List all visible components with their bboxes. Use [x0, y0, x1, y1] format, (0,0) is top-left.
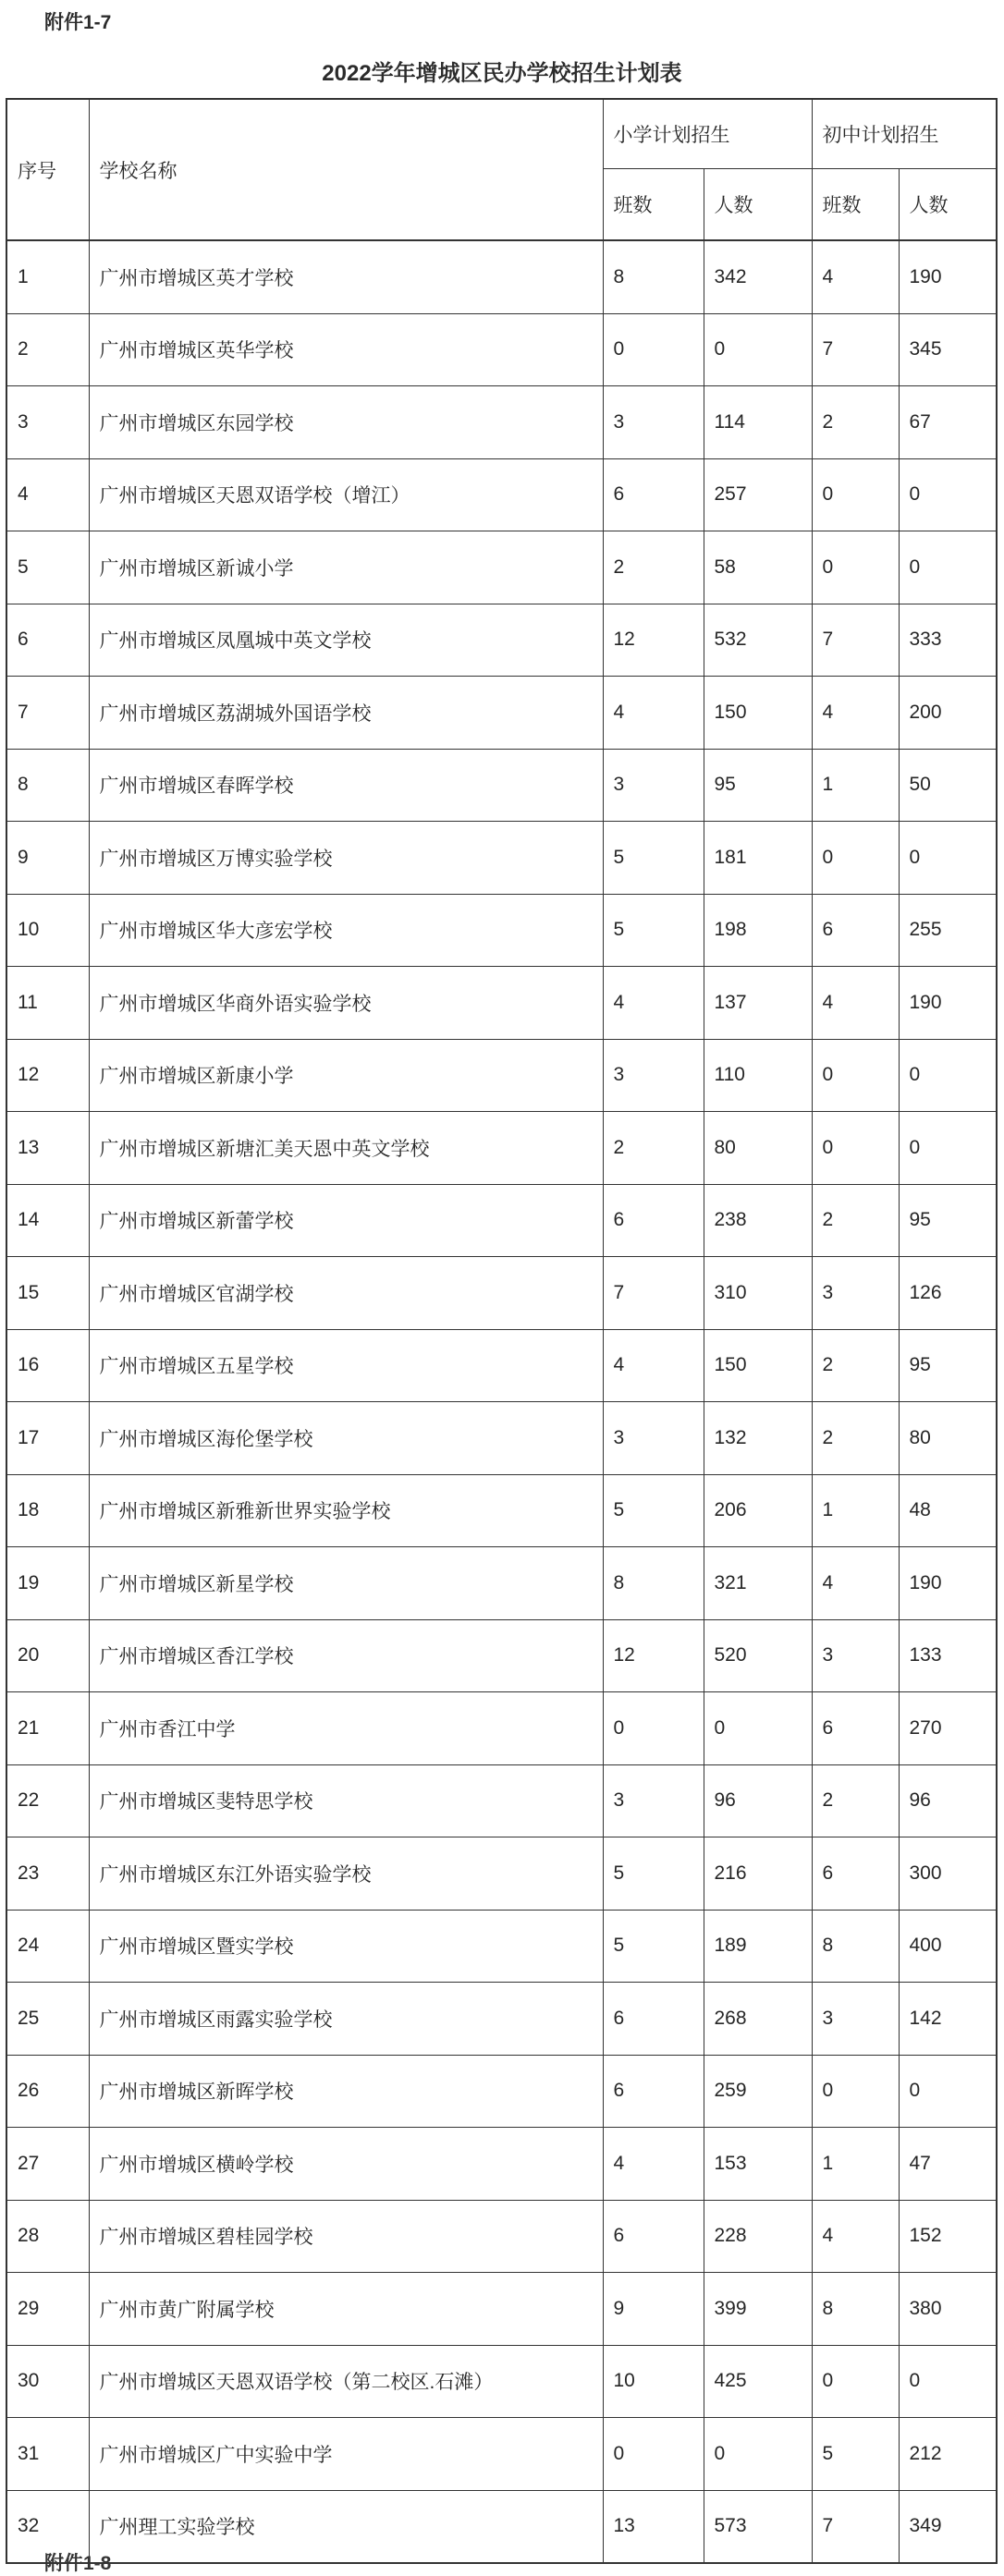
cell-junior-classes: 7: [812, 2490, 899, 2563]
cell-primary-students: 150: [704, 1329, 812, 1402]
table-row: [6, 1257, 997, 1330]
cell-primary-classes: 4: [603, 2128, 704, 2201]
cell-primary-students: 399: [704, 2273, 812, 2346]
header-junior-group: 初中计划招生: [812, 99, 997, 169]
cell-junior-students: 200: [899, 677, 997, 750]
table-row: [6, 240, 997, 313]
cell-primary-classes: 0: [603, 313, 704, 386]
cell-no: 30: [6, 2345, 89, 2418]
cell-school-name: 广州市增城区新塘汇美天恩中英文学校: [89, 1112, 603, 1185]
cell-junior-classes: 8: [812, 2273, 899, 2346]
cell-primary-classes: 3: [603, 1764, 704, 1837]
cell-primary-classes: 4: [603, 1329, 704, 1402]
table-row: [6, 386, 997, 459]
cell-junior-classes: 2: [812, 1402, 899, 1475]
cell-no: 8: [6, 749, 89, 822]
cell-school-name: 广州市增城区新雅新世界实验学校: [89, 1474, 603, 1547]
cell-school-name: 广州市增城区东园学校: [89, 386, 603, 459]
table-row: [6, 1039, 997, 1112]
table-row: [6, 2200, 997, 2273]
cell-school-name: 广州市黄广附属学校: [89, 2273, 603, 2346]
cell-no: 17: [6, 1402, 89, 1475]
cell-junior-students: 142: [899, 1983, 997, 2056]
cell-junior-students: 47: [899, 2128, 997, 2201]
cell-junior-students: 152: [899, 2200, 997, 2273]
cell-primary-classes: 6: [603, 1184, 704, 1257]
cell-no: 10: [6, 894, 89, 967]
cell-primary-students: 228: [704, 2200, 812, 2273]
cell-junior-students: 300: [899, 1837, 997, 1911]
table-row: [6, 1112, 997, 1185]
cell-school-name: 广州市增城区新诚小学: [89, 531, 603, 604]
cell-junior-classes: 4: [812, 2200, 899, 2273]
header-school-name: 学校名称: [89, 99, 603, 240]
cell-no: 29: [6, 2273, 89, 2346]
cell-primary-students: 150: [704, 677, 812, 750]
cell-primary-students: 0: [704, 1692, 812, 1765]
cell-school-name: 广州理工实验学校: [89, 2490, 603, 2563]
cell-school-name: 广州市增城区香江学校: [89, 1619, 603, 1692]
cell-school-name: 广州市增城区华大彦宏学校: [89, 894, 603, 967]
cell-primary-classes: 3: [603, 1402, 704, 1475]
table-row: [6, 677, 997, 750]
cell-primary-students: 532: [704, 604, 812, 677]
cell-junior-classes: 0: [812, 2345, 899, 2418]
cell-junior-students: 333: [899, 604, 997, 677]
header-junior-classes: 班数: [812, 169, 899, 241]
cell-primary-students: 425: [704, 2345, 812, 2418]
table-header: [6, 99, 997, 240]
cell-junior-classes: 1: [812, 1474, 899, 1547]
table-row: [6, 822, 997, 895]
cell-no: 20: [6, 1619, 89, 1692]
cell-primary-classes: 5: [603, 822, 704, 895]
table-row: [6, 2490, 997, 2563]
cell-junior-students: 50: [899, 749, 997, 822]
table-row: [6, 1837, 997, 1911]
table-row: [6, 1402, 997, 1475]
table-row: [6, 1329, 997, 1402]
cell-junior-students: 0: [899, 458, 997, 531]
cell-junior-students: 133: [899, 1619, 997, 1692]
page-title: 2022学年增城区民办学校招生计划表: [322, 61, 682, 86]
next-attachment-label-cutoff: 附件1-8: [44, 2553, 112, 2574]
cell-junior-classes: 7: [812, 313, 899, 386]
cell-no: 27: [6, 2128, 89, 2201]
cell-junior-students: 0: [899, 2055, 997, 2128]
cell-no: 25: [6, 1983, 89, 2056]
cell-school-name: 广州市增城区新晖学校: [89, 2055, 603, 2128]
cell-junior-students: 345: [899, 313, 997, 386]
cell-junior-classes: 4: [812, 1547, 899, 1620]
cell-primary-classes: 4: [603, 967, 704, 1040]
table-row: [6, 1910, 997, 1983]
cell-junior-classes: 2: [812, 1184, 899, 1257]
cell-primary-classes: 6: [603, 458, 704, 531]
cell-no: 5: [6, 531, 89, 604]
cell-primary-classes: 3: [603, 386, 704, 459]
cell-junior-classes: 1: [812, 749, 899, 822]
cell-primary-classes: 8: [603, 1547, 704, 1620]
cell-no: 3: [6, 386, 89, 459]
cell-primary-students: 137: [704, 967, 812, 1040]
cell-no: 21: [6, 1692, 89, 1765]
attachment-label: 附件1-7: [44, 12, 112, 33]
cell-primary-students: 153: [704, 2128, 812, 2201]
cell-primary-students: 96: [704, 1764, 812, 1837]
cell-junior-students: 0: [899, 1039, 997, 1112]
cell-school-name: 广州市增城区五星学校: [89, 1329, 603, 1402]
cell-junior-classes: 2: [812, 1764, 899, 1837]
cell-no: 13: [6, 1112, 89, 1185]
cell-primary-students: 342: [704, 240, 812, 313]
cell-school-name: 广州市增城区华商外语实验学校: [89, 967, 603, 1040]
cell-no: 16: [6, 1329, 89, 1402]
cell-junior-students: 190: [899, 240, 997, 313]
table-row: [6, 604, 997, 677]
cell-primary-classes: 10: [603, 2345, 704, 2418]
cell-primary-classes: 5: [603, 1837, 704, 1911]
cell-junior-classes: 0: [812, 822, 899, 895]
cell-no: 31: [6, 2418, 89, 2491]
header-primary-classes: 班数: [603, 169, 704, 241]
cell-primary-students: 216: [704, 1837, 812, 1911]
cell-primary-students: 80: [704, 1112, 812, 1185]
cell-school-name: 广州市增城区天恩双语学校（增江）: [89, 458, 603, 531]
cell-school-name: 广州市增城区海伦堡学校: [89, 1402, 603, 1475]
table-row: [6, 531, 997, 604]
cell-no: 7: [6, 677, 89, 750]
table-row: [6, 1692, 997, 1765]
cell-junior-classes: 4: [812, 240, 899, 313]
cell-junior-classes: 0: [812, 1039, 899, 1112]
cell-junior-students: 95: [899, 1329, 997, 1402]
header-no: 序号: [6, 99, 89, 240]
cell-junior-students: 212: [899, 2418, 997, 2491]
cell-primary-classes: 12: [603, 1619, 704, 1692]
cell-school-name: 广州市增城区新康小学: [89, 1039, 603, 1112]
cell-junior-students: 48: [899, 1474, 997, 1547]
cell-primary-students: 181: [704, 822, 812, 895]
cell-primary-classes: 2: [603, 531, 704, 604]
cell-school-name: 广州市增城区万博实验学校: [89, 822, 603, 895]
cell-primary-classes: 3: [603, 749, 704, 822]
cell-junior-classes: 2: [812, 386, 899, 459]
cell-primary-students: 268: [704, 1983, 812, 2056]
cell-no: 19: [6, 1547, 89, 1620]
table-row: [6, 313, 997, 386]
cell-junior-classes: 8: [812, 1910, 899, 1983]
cell-school-name: 广州市增城区英华学校: [89, 313, 603, 386]
cell-junior-classes: 6: [812, 1692, 899, 1765]
cell-school-name: 广州市增城区暨实学校: [89, 1910, 603, 1983]
cell-primary-classes: 6: [603, 2200, 704, 2273]
cell-school-name: 广州市香江中学: [89, 1692, 603, 1765]
header-primary-group: 小学计划招生: [603, 99, 812, 169]
header-primary-students: 人数: [704, 169, 812, 241]
cell-primary-classes: 13: [603, 2490, 704, 2563]
cell-school-name: 广州市增城区新蕾学校: [89, 1184, 603, 1257]
cell-junior-classes: 4: [812, 677, 899, 750]
cell-primary-classes: 2: [603, 1112, 704, 1185]
cell-primary-students: 198: [704, 894, 812, 967]
cell-school-name: 广州市增城区雨露实验学校: [89, 1983, 603, 2056]
cell-no: 1: [6, 240, 89, 313]
cell-junior-classes: 3: [812, 1983, 899, 2056]
cell-no: 22: [6, 1764, 89, 1837]
table-row: [6, 2128, 997, 2201]
cell-junior-classes: 5: [812, 2418, 899, 2491]
cell-primary-classes: 8: [603, 240, 704, 313]
header-junior-students: 人数: [899, 169, 997, 241]
table-body: [6, 240, 997, 2563]
cell-primary-students: 0: [704, 313, 812, 386]
cell-no: 9: [6, 822, 89, 895]
cell-school-name: 广州市增城区天恩双语学校（第二校区.石滩）: [89, 2345, 603, 2418]
header-group-row: [6, 99, 997, 169]
cell-school-name: 广州市增城区英才学校: [89, 240, 603, 313]
cell-primary-students: 132: [704, 1402, 812, 1475]
cell-primary-students: 520: [704, 1619, 812, 1692]
cell-primary-students: 110: [704, 1039, 812, 1112]
cell-primary-students: 206: [704, 1474, 812, 1547]
cell-school-name: 广州市增城区横岭学校: [89, 2128, 603, 2201]
cell-primary-classes: 6: [603, 2055, 704, 2128]
cell-junior-classes: 3: [812, 1619, 899, 1692]
table-row: [6, 1983, 997, 2056]
cell-primary-classes: 0: [603, 1692, 704, 1765]
cell-junior-classes: 2: [812, 1329, 899, 1402]
cell-no: 24: [6, 1910, 89, 1983]
cell-junior-classes: 0: [812, 458, 899, 531]
cell-primary-classes: 3: [603, 1039, 704, 1112]
cell-junior-students: 190: [899, 1547, 997, 1620]
cell-junior-classes: 4: [812, 967, 899, 1040]
cell-primary-classes: 5: [603, 894, 704, 967]
cell-junior-classes: 0: [812, 1112, 899, 1185]
cell-junior-classes: 6: [812, 894, 899, 967]
cell-primary-students: 259: [704, 2055, 812, 2128]
cell-primary-students: 95: [704, 749, 812, 822]
cell-junior-students: 349: [899, 2490, 997, 2563]
table-row: [6, 749, 997, 822]
cell-no: 11: [6, 967, 89, 1040]
cell-school-name: 广州市增城区凤凰城中英文学校: [89, 604, 603, 677]
cell-primary-classes: 7: [603, 1257, 704, 1330]
table-row: [6, 2418, 997, 2491]
cell-primary-students: 114: [704, 386, 812, 459]
table-row: [6, 967, 997, 1040]
cell-no: 18: [6, 1474, 89, 1547]
cell-school-name: 广州市增城区荔湖城外国语学校: [89, 677, 603, 750]
cell-school-name: 广州市增城区春晖学校: [89, 749, 603, 822]
cell-primary-students: 189: [704, 1910, 812, 1983]
cell-primary-classes: 0: [603, 2418, 704, 2491]
table-row: [6, 1764, 997, 1837]
cell-no: 26: [6, 2055, 89, 2128]
table-row: [6, 2055, 997, 2128]
cell-junior-students: 0: [899, 531, 997, 604]
table-row: [6, 2273, 997, 2346]
cell-no: 23: [6, 1837, 89, 1911]
cell-school-name: 广州市增城区斐特思学校: [89, 1764, 603, 1837]
cell-junior-students: 0: [899, 822, 997, 895]
cell-junior-classes: 6: [812, 1837, 899, 1911]
cell-junior-students: 255: [899, 894, 997, 967]
cell-no: 28: [6, 2200, 89, 2273]
cell-junior-students: 80: [899, 1402, 997, 1475]
cell-junior-classes: 7: [812, 604, 899, 677]
cell-primary-classes: 12: [603, 604, 704, 677]
cell-junior-students: 400: [899, 1910, 997, 1983]
table-row: [6, 1184, 997, 1257]
cell-primary-students: 0: [704, 2418, 812, 2491]
cell-no: 6: [6, 604, 89, 677]
table-row: [6, 1547, 997, 1620]
cell-junior-students: 270: [899, 1692, 997, 1765]
cell-primary-students: 573: [704, 2490, 812, 2563]
enrollment-table: [6, 98, 998, 2564]
cell-no: 14: [6, 1184, 89, 1257]
table-row: [6, 458, 997, 531]
cell-junior-students: 96: [899, 1764, 997, 1837]
cell-junior-classes: 0: [812, 2055, 899, 2128]
cell-primary-students: 238: [704, 1184, 812, 1257]
cell-junior-students: 126: [899, 1257, 997, 1330]
cell-junior-students: 190: [899, 967, 997, 1040]
cell-junior-students: 67: [899, 386, 997, 459]
cell-primary-students: 58: [704, 531, 812, 604]
cell-no: 2: [6, 313, 89, 386]
cell-school-name: 广州市增城区碧桂园学校: [89, 2200, 603, 2273]
cell-junior-students: 380: [899, 2273, 997, 2346]
cell-junior-students: 95: [899, 1184, 997, 1257]
cell-school-name: 广州市增城区新星学校: [89, 1547, 603, 1620]
cell-junior-classes: 3: [812, 1257, 899, 1330]
cell-primary-students: 321: [704, 1547, 812, 1620]
cell-no: 12: [6, 1039, 89, 1112]
cell-school-name: 广州市增城区广中实验中学: [89, 2418, 603, 2491]
cell-junior-classes: 0: [812, 531, 899, 604]
table-row: [6, 894, 997, 967]
table-row: [6, 1619, 997, 1692]
cell-no: 15: [6, 1257, 89, 1330]
cell-junior-classes: 1: [812, 2128, 899, 2201]
cell-primary-classes: 5: [603, 1474, 704, 1547]
cell-primary-students: 310: [704, 1257, 812, 1330]
cell-primary-classes: 6: [603, 1983, 704, 2056]
cell-no: 32: [6, 2490, 89, 2563]
cell-school-name: 广州市增城区东江外语实验学校: [89, 1837, 603, 1911]
table-row: [6, 2345, 997, 2418]
cell-junior-students: 0: [899, 2345, 997, 2418]
cell-school-name: 广州市增城区官湖学校: [89, 1257, 603, 1330]
cell-primary-classes: 4: [603, 677, 704, 750]
cell-no: 4: [6, 458, 89, 531]
cell-primary-classes: 9: [603, 2273, 704, 2346]
cell-primary-classes: 5: [603, 1910, 704, 1983]
table-row: [6, 1474, 997, 1547]
cell-junior-students: 0: [899, 1112, 997, 1185]
cell-primary-students: 257: [704, 458, 812, 531]
